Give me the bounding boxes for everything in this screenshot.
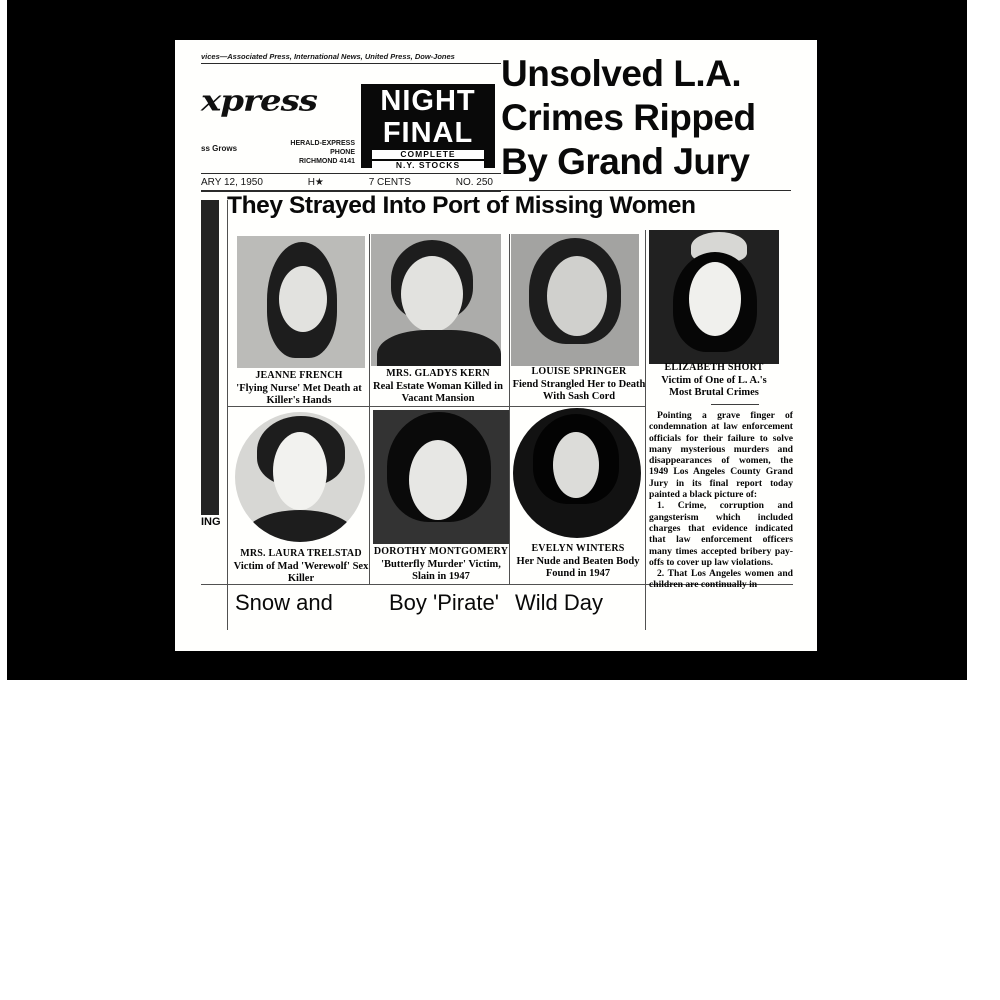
victim-name: DOROTHY MONTGOMERY [373, 546, 509, 557]
final-label: FINAL [382, 117, 474, 149]
victim-caption: 'Butterfly Murder' Victim, Slain in 1947 [381, 558, 501, 582]
newspaper-clipping [175, 40, 817, 651]
caption-evelyn-winters [511, 543, 645, 581]
face-shape [409, 440, 467, 520]
photo-dorothy-montgomery [373, 410, 509, 544]
victim-name: MRS. LAURA TRELSTAD [240, 548, 362, 559]
main-headline [501, 52, 791, 184]
masthead-fragment: ss Grows [201, 144, 238, 153]
photo-gladys-kern [371, 234, 501, 366]
headline-line: Crimes Ripped [501, 97, 756, 138]
column-rule [369, 234, 370, 584]
photo-jeanne-french [237, 236, 365, 368]
caption-elizabeth-short [649, 362, 779, 400]
phone-line: PHONE [330, 149, 355, 156]
victim-name: JEANNE FRENCH [255, 370, 343, 381]
caption-jeanne-french [229, 370, 369, 408]
edition-mark: H★ [307, 176, 324, 188]
victim-name: EVELYN WINTERS [531, 543, 625, 554]
divider [711, 404, 759, 405]
face-shape [547, 256, 607, 336]
victim-caption: Real Estate Woman Killed in Vacant Mansion [373, 380, 503, 404]
stocks-label: N.Y. STOCKS [372, 161, 484, 170]
phone-box [275, 139, 355, 166]
victim-caption: Victim of One of L. A.'s Most Brutal Crimes [661, 374, 767, 398]
bottom-headline: Wild Day [515, 590, 604, 615]
column-rule [509, 234, 510, 584]
stocks-label: COMPLETE [372, 150, 484, 159]
subheadline: They Strayed Into Port of Missing Women [227, 192, 696, 219]
photo-evelyn-winters [513, 408, 641, 538]
victim-name: LOUISE SPRINGER [531, 366, 627, 377]
night-label: NIGHT [380, 85, 476, 117]
top-caption [329, 0, 689, 2]
headline-line: By Grand Jury [501, 141, 750, 182]
left-column-fragment: ING [201, 516, 221, 528]
divider [201, 190, 791, 191]
headline-line: Unsolved L.A. [501, 53, 742, 94]
masthead: xpress [201, 84, 317, 118]
date: ARY 12, 1950 [201, 176, 263, 188]
face-shape [689, 262, 741, 336]
caption-laura-trelstad [233, 548, 369, 586]
caption-dorothy-montgomery [371, 546, 511, 584]
article-body [649, 410, 793, 591]
victim-caption: Victim of Mad 'Werewolf' Sex Killer [233, 560, 369, 584]
wire-services-line: vices—Associated Press, International News, United Press, Dow-Jones [201, 52, 501, 64]
column-rule [227, 200, 228, 630]
face-shape [273, 432, 327, 510]
victim-caption: 'Flying Nurse' Met Death at Killer's Hands [236, 382, 362, 406]
row-rule [227, 406, 645, 407]
face-shape [279, 266, 327, 332]
caption-louise-springer [511, 366, 647, 404]
price: 7 CENTS [368, 176, 411, 188]
photo-louise-springer [511, 234, 639, 366]
newspaper-page [175, 40, 817, 651]
bottom-headline: Boy 'Pirate' [389, 590, 499, 615]
issue-number: NO. 250 [455, 176, 493, 188]
phone-line: HERALD-EXPRESS [290, 140, 355, 147]
phone-line: RICHMOND 4141 [298, 158, 355, 165]
column-rule [645, 230, 646, 630]
left-column-photo [201, 200, 219, 515]
victim-caption: Fiend Strangled Her to Death With Sash Cord [512, 378, 646, 402]
victim-caption: Her Nude and Beaten Body Found in 1947 [516, 555, 640, 579]
coat-shape [245, 510, 355, 542]
victim-name: ELIZABETH SHORT [664, 362, 764, 373]
face-shape [553, 432, 599, 498]
article-paragraph: 1. Crime, corruption and gangsterism which included charges that evidence indicated that law enforcement officers many times accepted bribery pay-offs to cover up law violations. [649, 500, 793, 568]
face-shape [401, 256, 463, 332]
photo-elizabeth-short [649, 230, 779, 364]
caption-gladys-kern [367, 368, 509, 406]
article-paragraph: Pointing a grave finger of condemnation at law enforcement officials for their failure to solve many mysterious murders and disappearances of women, the 1949 Los Angeles County Grand Jury in its final report today painted a black picture of: [649, 410, 793, 501]
bottom-headline: Snow and [235, 590, 333, 615]
black-backdrop [7, 0, 967, 680]
coat-shape [377, 330, 501, 366]
article-paragraph: 2. That Los Angeles women and children are continually in [649, 568, 793, 591]
victim-name: MRS. GLADYS KERN [386, 368, 490, 379]
night-final-box [361, 84, 495, 168]
photo-laura-trelstad [235, 412, 365, 542]
